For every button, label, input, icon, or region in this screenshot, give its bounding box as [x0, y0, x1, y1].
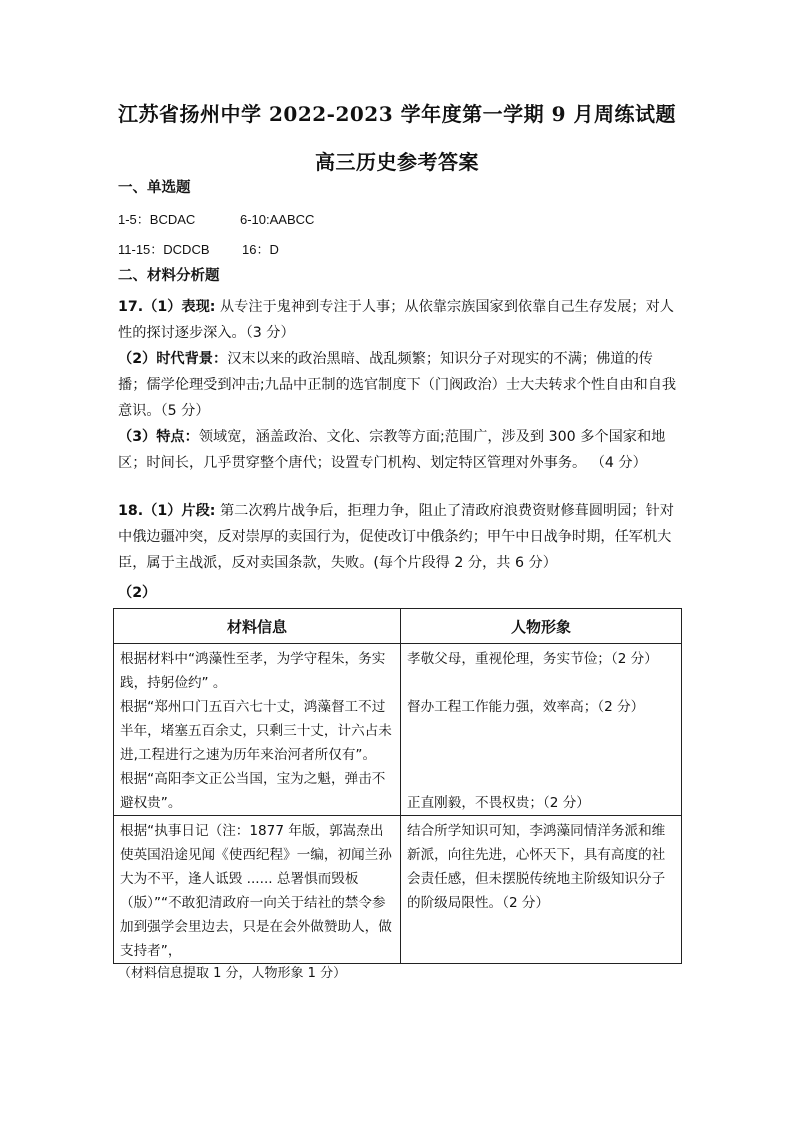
document-subtitle: 高三历史参考答案: [315, 150, 479, 174]
q17-number: 17.: [118, 299, 144, 315]
table-cell-image-1: [401, 644, 682, 816]
q17-part1-label: （1）表现:: [143, 299, 216, 315]
q17-part3: [118, 424, 680, 476]
q18-part1-text: 第二次鸦片战争后，拒理力争，阻止了清政府浪费资财修葺圆明园；针对中俄边疆冲突，反对崇厚的卖国行为，促使改订中俄条约；甲午中日战争时期，任军机大臣，属于主战派，反对卖国条款，失败。(每个片段得 2 分，共 6 分）: [118, 503, 674, 571]
q17-part3-text: 领域宽，涵盖政治、文化、宗教等方面;范围广，涉及到 300 多个国家和地区；时间长，几乎贯穿整个唐代；设置专门机构、划定特区管理对外事务。 （4 分）: [118, 429, 666, 471]
q18-number: 18.: [118, 503, 144, 519]
table-cell-material-1: [114, 644, 401, 816]
image-item-1: 孝敬父母，重视伦理，务实节俭；（2 分）: [407, 651, 658, 667]
material-item-3: 根据“高阳李文正公当国，宝为之魁，弹击不避权贵”。: [120, 771, 386, 811]
material-item-1: 根据材料中“鸿藻性至孝，为学守程朱，务实践，持躬俭约” 。: [120, 651, 386, 691]
table-row: [114, 816, 682, 964]
answer-16: 16：D: [242, 242, 279, 257]
table-header-row: [114, 609, 682, 644]
table-row: [114, 644, 682, 816]
q17-part1-text: 从专注于鬼神到专注于人事；从依靠宗族国家到依靠自己生存发展；对人性的探讨逐步深入。（3 分）: [118, 299, 674, 341]
table-header-image: 人物形象: [401, 609, 682, 644]
table-header-material: 材料信息: [114, 609, 401, 644]
q18-part2-label: （2）: [118, 585, 157, 601]
q17-part2-text: 汉末以来的政治黑暗、战乱频繁；知识分子对现实的不满；佛道的传播；儒学伦理受到冲击;九品中正制的选官制度下（门阀政治）士大夫转求个性自由和自我意识。（5 分）: [118, 351, 677, 419]
answers-1-5: 1-5：BCDAC: [118, 212, 196, 227]
document-title: 江苏省扬州中学 2022-2023 学年度第一学期 9 月周练试题: [118, 102, 676, 126]
table-cell-material-2: 根据“执事日记（注：1877 年版，郭嵩焘出使英国沿途见闻《使西纪程》一编，初闻兰孙大为不平，逢人诋毁 ...... 总署惧而毁板（版）”“不敢犯清政府一向关于结社的禁令参加到强学会里边去，只是在会外做赞助人，做支持者”，: [114, 816, 401, 964]
question-17: [118, 294, 680, 476]
q18-part1-label: （1）片段:: [143, 503, 216, 519]
answers-11-15: 11-15：DCDCB: [118, 242, 210, 257]
q18-part1: [118, 498, 680, 576]
section-heading-single-choice: 一、单选题: [118, 180, 191, 196]
character-analysis-table: [113, 608, 682, 964]
answer-row-1: [118, 210, 315, 230]
section-heading-material-analysis: 二、材料分析题: [118, 268, 220, 284]
image-item-2: 督办工程工作能力强，效率高；（2 分）: [407, 699, 645, 715]
image-item-3: 正直刚毅，不畏权贵；（2 分）: [407, 795, 590, 811]
q17-part2: [118, 346, 680, 424]
scoring-note: （材料信息提取 1 分，人物形象 1 分）: [118, 966, 347, 981]
q17-part2-label: （2）时代背景：: [118, 351, 228, 367]
answer-row-2: [118, 240, 279, 260]
table-cell-image-2: 结合所学知识可知，李鸿藻同情洋务派和维新派，向往先进，心怀天下，具有高度的社会责任感，但未摆脱传统地主阶级知识分子的阶级局限性。（2 分）: [401, 816, 682, 964]
material-item-2: 根据“郑州口门五百六七十丈，鸿藻督工不过半年，堵塞五百余丈，只剩三十丈，计六占未进,工程进行之速为历年来治河者所仅有”。: [120, 699, 392, 763]
question-18: [118, 498, 680, 606]
q17-part1: [118, 294, 680, 346]
answers-6-10: 6-10:AABCC: [240, 212, 315, 227]
q17-part3-label: （3）特点：: [118, 429, 199, 445]
